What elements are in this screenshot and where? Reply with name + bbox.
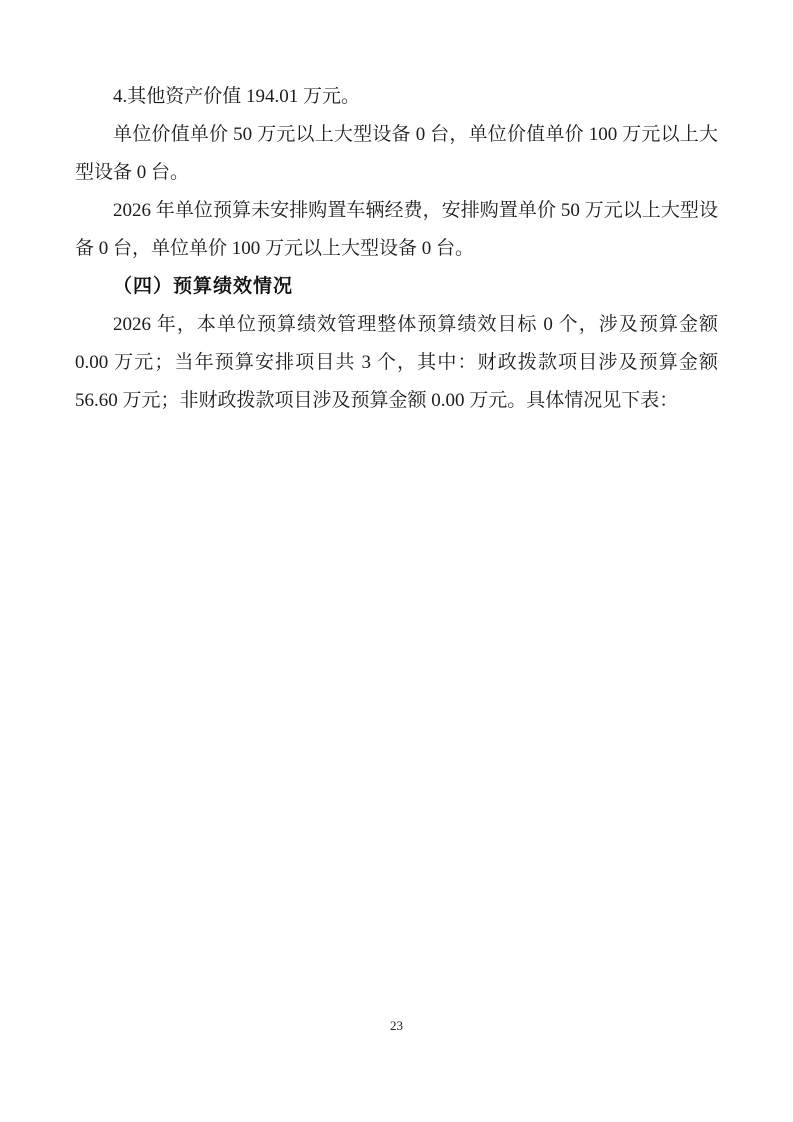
paragraph-line: 型设备 0 台。 bbox=[75, 162, 190, 183]
paragraph-line: 2026 年，本单位预算绩效管理整体预算绩效目标 0 个，涉及预算金额 bbox=[113, 314, 718, 335]
section-heading-container bbox=[75, 268, 718, 306]
document-body bbox=[75, 78, 718, 420]
paragraph-vehicle-budget bbox=[75, 192, 718, 268]
paragraph-budget-performance bbox=[75, 306, 718, 420]
page-number: 23 bbox=[390, 1018, 403, 1033]
paragraph-line: 2026 年单位预算未安排购置车辆经费，安排购置单价 50 万元以上大型设 bbox=[113, 200, 718, 221]
paragraph-line: 备 0 台，单位单价 100 万元以上大型设备 0 台。 bbox=[75, 238, 475, 259]
paragraph-other-assets bbox=[75, 78, 718, 116]
paragraph-line: 单位价值单价 50 万元以上大型设备 0 台，单位价值单价 100 万元以上大 bbox=[113, 124, 718, 145]
section-heading: （四）预算绩效情况 bbox=[113, 276, 294, 297]
paragraph-line: 4.其他资产价值 194.01 万元。 bbox=[113, 86, 361, 107]
paragraph-large-equipment bbox=[75, 116, 718, 192]
paragraph-line: 56.60 万元；非财政拨款项目涉及预算金额 0.00 万元。具体情况见下表： bbox=[75, 390, 679, 411]
paragraph-line: 0.00 万元；当年预算安排项目共 3 个，其中：财政拨款项目涉及预算金额 bbox=[75, 352, 718, 373]
